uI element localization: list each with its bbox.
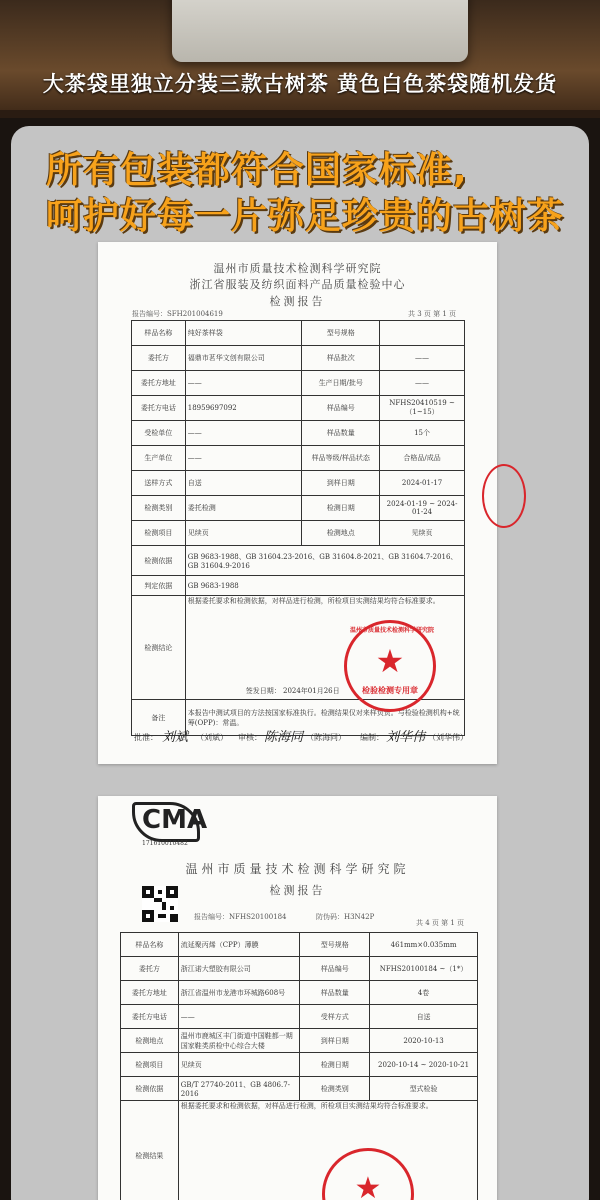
- basis-row: [132, 546, 465, 576]
- field-label: 委托方地址: [121, 981, 179, 1005]
- basis-value: GB 9683-1988、GB 31604.23-2016、GB 31604.8-2021、GB 31604.7-2016、GB 31604.9-2016: [185, 546, 464, 576]
- table-row: [132, 521, 465, 546]
- seal-star-icon: ★: [375, 642, 405, 680]
- field-label: 检测地点: [302, 521, 380, 546]
- edge-seal: [482, 464, 526, 528]
- table-row: [132, 371, 465, 396]
- field-value: 见续页: [380, 521, 465, 546]
- issue-date: 签发日期： 2024年01月26日: [245, 687, 340, 695]
- field-label: 检测日期: [302, 496, 380, 521]
- conclusion-label: 检测结论: [132, 596, 186, 700]
- edit-signature: 刘华伟: [386, 730, 426, 745]
- field-label: 检测项目: [132, 521, 186, 546]
- field-value: GB/T 27740-2011、GB 4806.7-2016: [178, 1077, 300, 1101]
- field-value: ——: [380, 346, 465, 371]
- field-value: 纯好茶样袋: [185, 321, 302, 346]
- field-value: ——: [185, 446, 302, 471]
- field-label: 型号规格: [302, 321, 380, 346]
- table-row: [132, 346, 465, 371]
- field-value: ——: [185, 421, 302, 446]
- field-value: ——: [178, 1005, 300, 1029]
- field-value: 2024-01-17: [380, 471, 465, 496]
- field-label: 检测地点: [121, 1029, 179, 1053]
- field-label: 样品数量: [300, 981, 370, 1005]
- field-value: NFHS20100184 ~（1*）: [370, 957, 478, 981]
- field-value: 型式检验: [370, 1077, 478, 1101]
- report-number: 报告编号：SFH201004619: [132, 310, 223, 318]
- table-row: [132, 496, 465, 521]
- report2-conclusion-row: [121, 1101, 478, 1200]
- review-label: 审核：: [238, 733, 262, 742]
- field-label: 样品编号: [300, 957, 370, 981]
- review-signature: 陈海同: [264, 730, 304, 745]
- field-value: 自送: [370, 1005, 478, 1029]
- field-label: 委托方: [121, 957, 179, 981]
- field-value: 流延聚丙烯（CPP）薄膜: [178, 933, 300, 957]
- seal-text: 温州市质量技术检测科学研究院: [350, 627, 435, 634]
- report2-table: [120, 932, 478, 1200]
- field-value: 2020-10-13: [370, 1029, 478, 1053]
- field-label: 到样日期: [302, 471, 380, 496]
- field-label: 委托方电话: [132, 396, 186, 421]
- field-value: 15个: [380, 421, 465, 446]
- report2-page-count: 共 4 页 第 1 页: [416, 919, 465, 927]
- field-label: 检测日期: [300, 1053, 370, 1077]
- table-row: [121, 933, 478, 957]
- headline-line-2: 呵护好每一片弥足珍贵的古树茶: [46, 196, 565, 237]
- cma-logo-text: CMA: [142, 805, 208, 835]
- table-row: [132, 471, 465, 496]
- field-value: 见续页: [178, 1053, 300, 1077]
- table-row: [132, 446, 465, 471]
- field-value: 见续页: [185, 521, 302, 546]
- field-label: 送样方式: [132, 471, 186, 496]
- page-count: 共 3 页 第 1 页: [408, 310, 457, 318]
- table-row: [121, 1053, 478, 1077]
- field-value: 浙江诺大塑胶有限公司: [178, 957, 300, 981]
- top-banner-image: [0, 0, 600, 118]
- field-value: 18959697092: [185, 396, 302, 421]
- conclusion-text: 根据委托要求和检测依据，对样品进行检测，所检项目实测结果均符合标准要求。: [187, 597, 440, 605]
- remark-text: 本报告中测试项目的方法按国家标准执行。检测结果仅对来样负责。与检验检测机构+统筹(OPP)：常温。: [185, 700, 464, 736]
- field-label: 检测类别: [132, 496, 186, 521]
- field-value: 委托检测: [185, 496, 302, 521]
- field-label: 委托方地址: [132, 371, 186, 396]
- field-value: ——: [185, 371, 302, 396]
- field-value: 2024-01-19 ~ 2024-01-24: [380, 496, 465, 521]
- field-label: 检测项目: [121, 1053, 179, 1077]
- seal-subtext: 检验检测专用章: [362, 686, 418, 695]
- table-row: [132, 421, 465, 446]
- edit-role: （刘华伟）: [428, 733, 468, 742]
- report2-institute: 温州市质量技术检测科学研究院: [185, 862, 410, 876]
- field-label: 检测类别: [300, 1077, 370, 1101]
- field-value: [380, 321, 465, 346]
- field-value: 2020-10-14 ~ 2020-10-21: [370, 1053, 478, 1077]
- field-value: 自送: [185, 471, 302, 496]
- field-label: 检测依据: [121, 1077, 179, 1101]
- field-label: 生产日期/批号: [302, 371, 380, 396]
- table-row: [132, 321, 465, 346]
- criteria-label: 判定依据: [132, 576, 186, 596]
- report-title: 检测报告: [269, 295, 326, 308]
- report2-title: 检测报告: [269, 884, 326, 897]
- test-report-1: [98, 242, 497, 764]
- wood-edge: [0, 110, 600, 118]
- field-label: 样品名称: [121, 933, 179, 957]
- report2-conclusion-label: 检测结果: [121, 1101, 179, 1200]
- field-value: 合格品/成品: [380, 446, 465, 471]
- edit-label: 编制：: [360, 733, 384, 742]
- table-row: [121, 957, 478, 981]
- report2-number: 报告编号：NFHS20100184: [194, 913, 287, 921]
- field-value: 浙江省温州市龙港市环城路608号: [178, 981, 300, 1005]
- table-row: [121, 1029, 478, 1053]
- table-row: [132, 396, 465, 421]
- field-label: 委托方: [132, 346, 186, 371]
- approve-label: 批准：: [134, 733, 158, 742]
- field-label: 型号规格: [300, 933, 370, 957]
- table-row: [121, 1077, 478, 1101]
- field-label: 样品等级/样品状态: [302, 446, 380, 471]
- field-value: 温州市鹿城区丰门街道中国鞋都一期国家鞋类质检中心综合大楼: [178, 1029, 300, 1053]
- field-value: ——: [380, 371, 465, 396]
- field-value: NFHS20410519 ~（1~15）: [380, 396, 465, 421]
- report2-seal-code: 防伪码：H3N42P: [316, 913, 375, 921]
- field-label: 委托方电话: [121, 1005, 179, 1029]
- report-center: 浙江省服装及纺织面料产品质量检验中心: [189, 278, 406, 291]
- table-row: [121, 1005, 478, 1029]
- approve-role: （刘斌）: [196, 733, 228, 742]
- field-label: 受样方式: [300, 1005, 370, 1029]
- field-label: 样品批次: [302, 346, 380, 371]
- report-institute: 温州市质量技术检测科学研究院: [213, 262, 382, 275]
- field-value: 福鼎市茗华文创有限公司: [185, 346, 302, 371]
- test-report-2: [98, 796, 497, 1200]
- teabag-photo: [172, 0, 468, 62]
- review-role: （陈海同）: [306, 733, 346, 742]
- approve-signature: 刘斌: [162, 730, 189, 745]
- headline-line-1: 所有包装都符合国家标准,: [46, 150, 468, 191]
- field-value: 4卷: [370, 981, 478, 1005]
- field-label: 样品编号: [302, 396, 380, 421]
- banner-text: 大茶袋里独立分装三款古树茶 黄色白色茶袋随机发货: [42, 72, 558, 96]
- table-row: [121, 981, 478, 1005]
- criteria-row: [132, 576, 465, 596]
- field-label: 样品数量: [302, 421, 380, 446]
- cma-number: 171610010482: [142, 840, 188, 847]
- field-label: 样品名称: [132, 321, 186, 346]
- report2-seal-star-icon: ★: [354, 1171, 382, 1200]
- qr-code-icon: [142, 886, 178, 922]
- criteria-value: GB 9683-1988: [185, 576, 464, 596]
- field-label: 受检单位: [132, 421, 186, 446]
- remark-label: 备注: [132, 700, 186, 736]
- field-label: 到样日期: [300, 1029, 370, 1053]
- field-value: 461mm×0.035mm: [370, 933, 478, 957]
- report2-conclusion-text: 根据委托要求和检测依据，对样品进行检测，所检项目实测结果均符合标准要求。: [178, 1101, 477, 1200]
- basis-label: 检测依据: [132, 546, 186, 576]
- field-label: 生产单位: [132, 446, 186, 471]
